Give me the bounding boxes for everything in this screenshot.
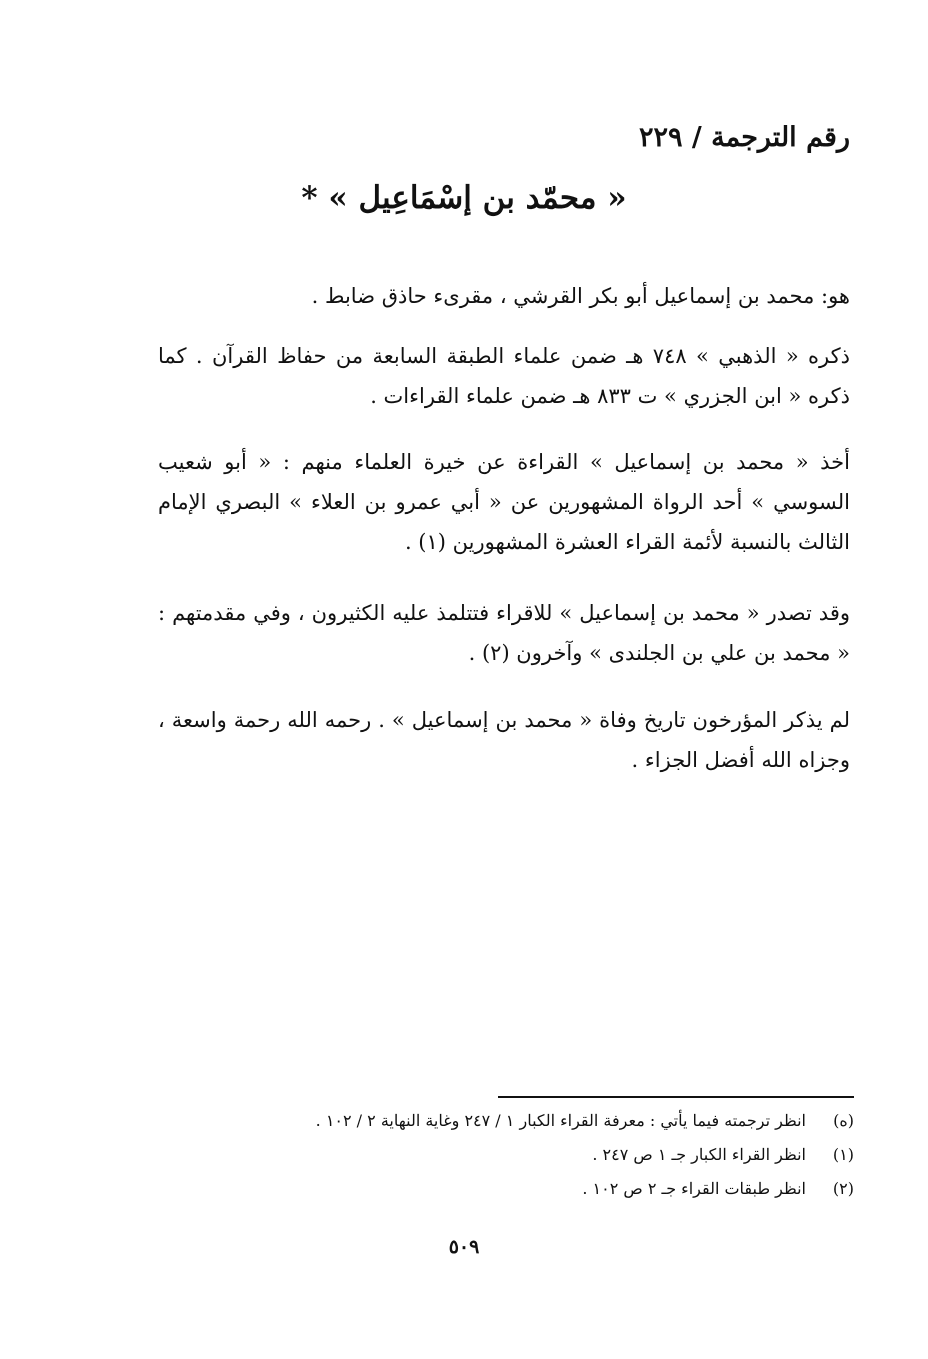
footnote-item bbox=[294, 1172, 854, 1206]
paragraph-teachers: أخذ « محمد بن إسماعيل » القراءة عن خيرة العلماء منهم : « أبو شعيب السوسي » أحد الرواة المشهورين عن « أبي عمرو بن العلاء » البصري الإمام الثالث بالنسبة لأئمة القراء العشرة المشهورين (١) . bbox=[158, 450, 850, 554]
paragraph-students: وقد تصدر « محمد بن إسماعيل » للاقراء فتتلمذ عليه الكثيرون ، وفي مقدمتهم : « محمد بن علي بن الجلندى » وآخرون (٢) . bbox=[158, 601, 850, 665]
footnote-text: انظر طبقات القراء جـ ٢ ص ١٠٢ . bbox=[582, 1179, 806, 1198]
paragraph-identity: هو: محمد بن إسماعيل أبو بكر القرشي ، مقرىء حاذق ضابط . bbox=[311, 284, 850, 308]
footnote-item bbox=[294, 1104, 854, 1138]
entry-number: رقم الترجمة / ٢٢٩ bbox=[638, 122, 850, 153]
footnotes-section bbox=[294, 1104, 854, 1206]
paragraph-death: لم يذكر المؤرخون تاريخ وفاة « محمد بن إسماعيل » . رحمه الله رحمة واسعة ، وجزاه الله أفضل الجزاء . bbox=[158, 708, 850, 772]
footnote-text: انظر القراء الكبار جـ ١ ص ٢٤٧ . bbox=[592, 1145, 806, 1164]
footnote-marker: (١) bbox=[832, 1145, 854, 1164]
footnote-item bbox=[294, 1138, 854, 1172]
entry-title: « محمّد بن إسْمَاعِيل » * bbox=[301, 180, 627, 216]
paragraph-mentions: ذكره « الذهبي » ٧٤٨ هـ ضمن علماء الطبقة السابعة من حفاظ القرآن . كما ذكره « ابن الجزري » ت ٨٣٣ هـ ضمن علماء القراءات . bbox=[158, 344, 850, 408]
footnote-marker: (ه) bbox=[833, 1111, 854, 1130]
page-number: ٥٠٩ bbox=[448, 1236, 480, 1258]
footnote-marker: (٢) bbox=[832, 1179, 854, 1198]
footnote-text: انظر ترجمته فيما يأتي : معرفة القراء الكبار ١ / ٢٤٧ وغاية النهاية ٢ / ١٠٢ . bbox=[315, 1111, 806, 1130]
footnote-divider bbox=[498, 1096, 854, 1098]
